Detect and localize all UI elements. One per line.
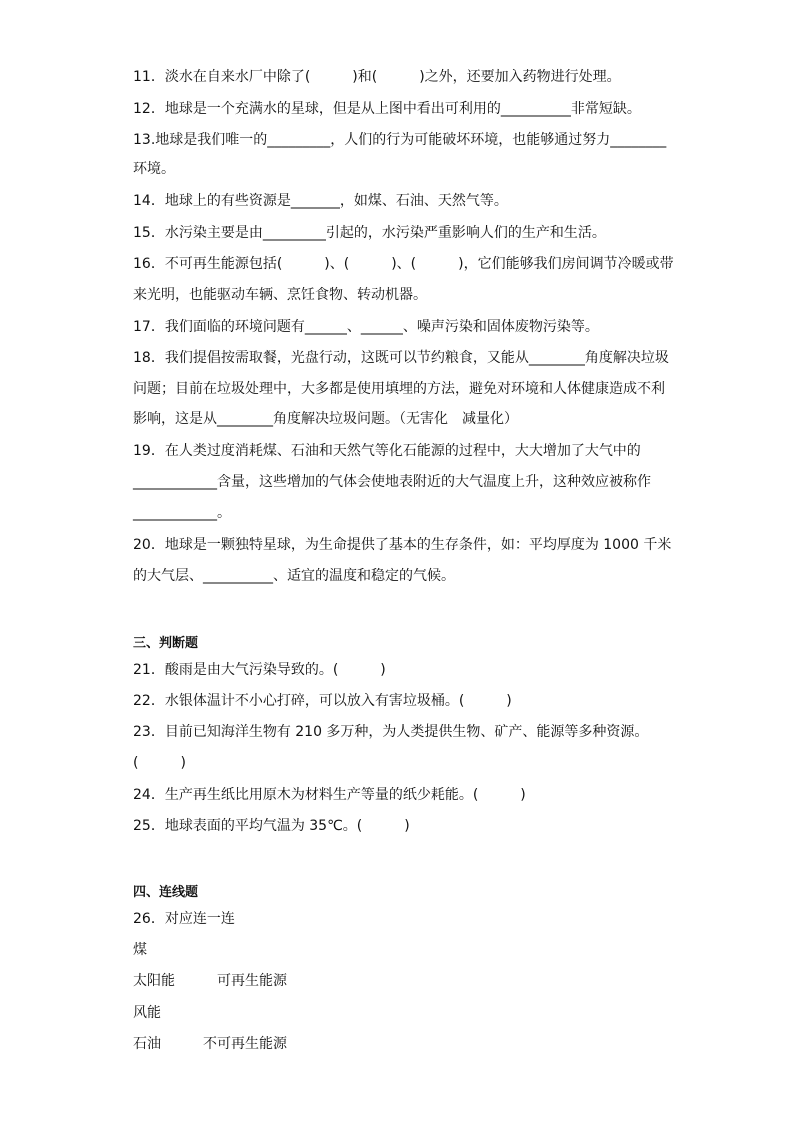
matching-row-1: 煤	[133, 942, 147, 958]
question-25: 25．地球表面的平均气温为 35℃。( )	[133, 818, 410, 834]
question-19-line-2: ____________含量，这些增加的气体会使地表附近的大气温度上升，这种效应被称作	[133, 474, 651, 490]
question-12: 12．地球是一个充满水的星球，但是从上图中看出可利用的__________非常短缺。	[133, 101, 641, 117]
question-16-line-2: 来光明，也能驱动车辆、烹饪食物、转动机器。	[133, 287, 427, 303]
question-15: 15．水污染主要是由_________引起的，水污染严重影响人们的生产和生活。	[133, 225, 606, 241]
question-18-line-3: 影响，这是从________角度解决垃圾问题。（无害化 减量化）	[133, 411, 518, 427]
question-18-line-1: 18．我们提倡按需取餐，光盘行动，这既可以节约粮食，又能从________角度解决垃圾	[133, 350, 669, 366]
question-13-line-1: 13.地球是我们唯一的_________，人们的行为可能破坏环境，也能够通过努力________	[133, 132, 667, 148]
question-19-line-3: ____________。	[133, 505, 231, 521]
section-heading-matching: 四、连线题	[133, 885, 199, 900]
question-26: 26．对应连一连	[133, 911, 235, 927]
question-11: 11．淡水在自来水厂中除了( )和( )之外，还要加入药物进行处理。	[133, 69, 621, 85]
matching-row-3: 风能	[133, 1005, 161, 1021]
question-13-line-2: 环境。	[133, 161, 175, 177]
question-19-line-1: 19．在人类过度消耗煤、石油和天然气等化石能源的过程中，大大增加了大气中的	[133, 443, 641, 459]
question-22: 22．水银体温计不小心打碎，可以放入有害垃圾桶。( )	[133, 693, 512, 709]
question-17: 17．我们面临的环境问题有______、______、噪声污染和固体废物污染等。	[133, 319, 599, 335]
question-23-line-1: 23．目前已知海洋生物有 210 多万种，为人类提供生物、矿产、能源等多种资源。	[133, 724, 649, 740]
question-23-line-2: ( )	[133, 755, 186, 771]
question-16-line-1: 16．不可再生能源包括( )、( )、( )，它们能够我们房间调节冷暖或带	[133, 256, 674, 272]
question-20-line-2: 的大气层、__________、适宜的温度和稳定的气候。	[133, 568, 455, 584]
section-heading-judgment: 三、判断题	[133, 636, 199, 651]
question-20-line-1: 20．地球是一颗独特星球，为生命提供了基本的生存条件，如：平均厚度为 1000 千米	[133, 537, 672, 553]
matching-row-4: 石油 不可再生能源	[133, 1036, 287, 1052]
question-18-line-2: 问题；目前在垃圾处理中，大多都是使用填埋的方法，避免对环境和人体健康造成不利	[133, 381, 665, 397]
question-21: 21．酸雨是由大气污染导致的。( )	[133, 662, 386, 678]
question-24: 24．生产再生纸比用原木为材料生产等量的纸少耗能。( )	[133, 787, 526, 803]
question-14: 14．地球上的有些资源是_______，如煤、石油、天然气等。	[133, 193, 508, 209]
matching-row-2: 太阳能 可再生能源	[133, 973, 287, 989]
